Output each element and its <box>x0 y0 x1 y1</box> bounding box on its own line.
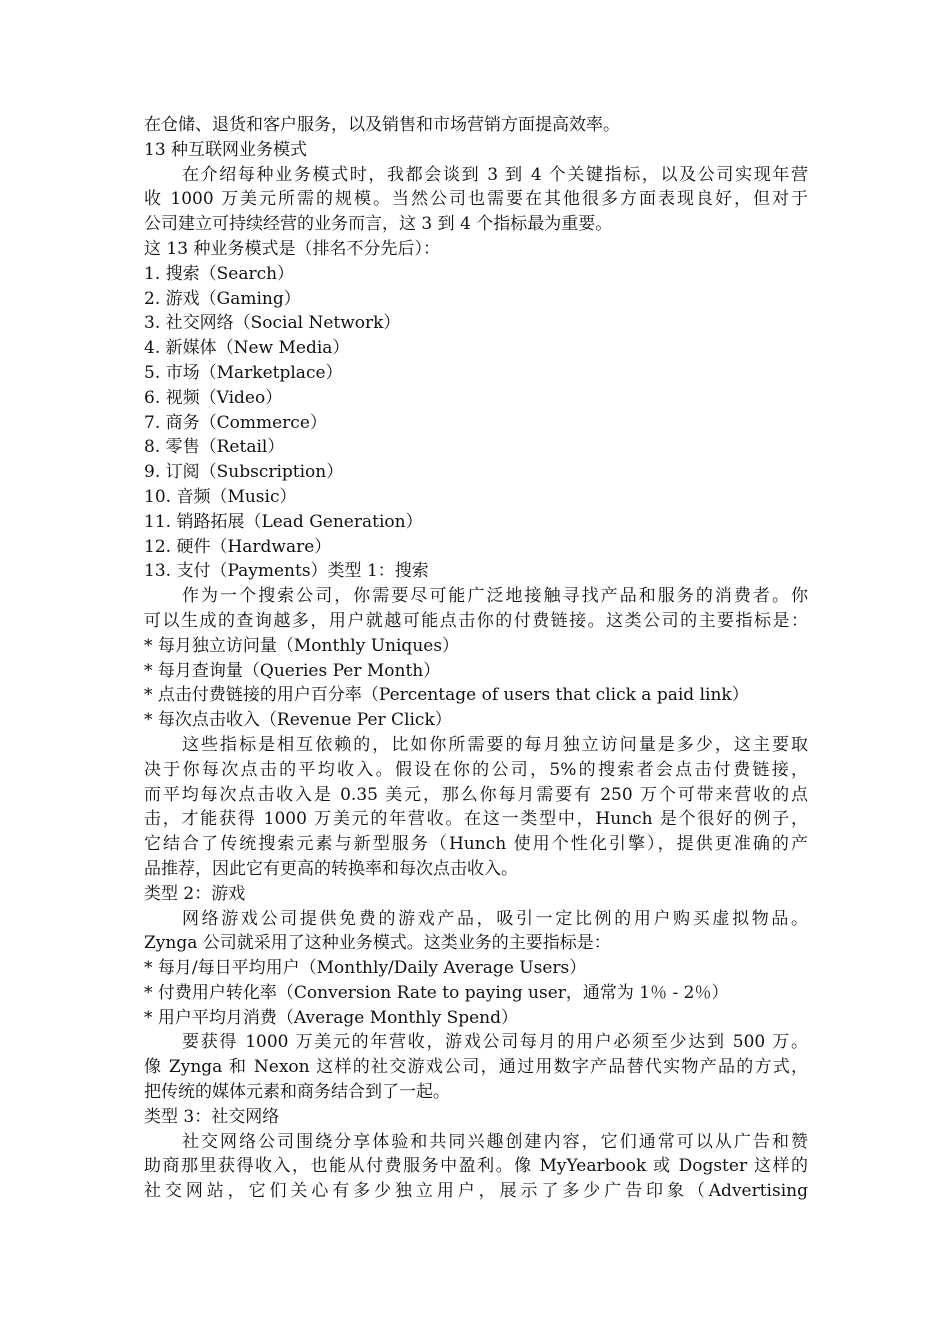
text-line: 要获得 1000 万美元的年营收，游戏公司每月的用户必须至少达到 500 万。 <box>182 1032 808 1053</box>
bullet-item: * 每月查询量（Queries Per Month） <box>144 660 441 681</box>
list-item-gaming: 2. 游戏（Gaming） <box>144 288 301 309</box>
text-line: 决于你每次点击的平均收入。假设在你的公司，5%的搜索者会点击付费链接， <box>144 759 808 780</box>
bullet-item: * 点击付费链接的用户百分率（Percentage of users that click a paid link） <box>144 685 749 706</box>
text-line: 而平均每次点击收入是 0.35 美元，那么你每月需要有 250 万个可带来营收的点 <box>144 784 808 805</box>
section-heading: 13 种互联网业务模式 <box>144 139 308 160</box>
bullet-item: * 付费用户转化率（Conversion Rate to paying user，通常为 1％ - 2％） <box>144 982 729 1003</box>
text-line: 品推荐，因此它有更高的转换率和每次点击收入。 <box>144 858 518 879</box>
text-line: Zynga 公司就采用了这种业务模式。这类业务的主要指标是： <box>144 933 611 954</box>
text-line: 网络游戏公司提供免费的游戏产品，吸引一定比例的用户购买虚拟物品。 <box>182 908 808 929</box>
text-line: 公司建立可持续经营的业务而言，这 3 到 4 个指标最为重要。 <box>144 214 613 235</box>
list-item-hardware: 12. 硬件（Hardware） <box>144 536 332 557</box>
text-line: 可以生成的查询越多，用户就越可能点击你的付费链接。这类公司的主要指标是： <box>144 610 808 631</box>
list-item-payments: 13. 支付（Payments）类型 1：搜索 <box>144 561 429 582</box>
section-heading: 类型 3：社交网络 <box>144 1106 280 1127</box>
bullet-item: * 每月独立访问量（Monthly Uniques） <box>144 635 460 656</box>
bullet-item: * 每次点击收入（Revenue Per Click） <box>144 710 452 731</box>
text-line: 击，才能获得 1000 万美元的年营收。在这一类型中，Hunch 是个很好的例子， <box>144 809 808 830</box>
text-line: 它结合了传统搜索元素与新型服务（Hunch 使用个性化引擎），提供更准确的产 <box>144 834 808 855</box>
list-item-search: 1. 搜索（Search） <box>144 263 295 284</box>
list-item-retail: 8. 零售（Retail） <box>144 437 285 458</box>
bullet-item: * 用户平均月消费（Average Monthly Spend） <box>144 1007 518 1028</box>
text-line: 这些指标是相互依赖的，比如你所需要的每月独立访问量是多少，这主要取 <box>182 734 808 755</box>
list-item-new-media: 4. 新媒体（New Media） <box>144 338 350 359</box>
bullet-item: * 每月/每日平均用户（Monthly/Daily Average Users） <box>144 958 587 979</box>
list-item-marketplace: 5. 市场（Marketplace） <box>144 362 343 383</box>
text-line: 社交网络公司围绕分享体验和共同兴趣创建内容，它们通常可以从广告和赞 <box>182 1131 808 1152</box>
list-item-music: 10. 音频（Music） <box>144 486 297 507</box>
document-page <box>144 113 808 1204</box>
text-line: 像 Zynga 和 Nexon 这样的社交游戏公司，通过用数字产品替代实物产品的方式， <box>144 1057 808 1078</box>
text-line: 作为一个搜索公司，你需要尽可能广泛地接触寻找产品和服务的消费者。你 <box>182 586 808 607</box>
text-line: 助商那里获得收入，也能从付费服务中盈利。像 MyYearbook 或 Dogster 这样的 <box>144 1156 808 1177</box>
list-item-video: 6. 视频（Video） <box>144 387 283 408</box>
text-line: 收 1000 万美元所需的规模。当然公司也需要在其他很多方面表现良好，但对于 <box>144 189 808 210</box>
text-line: 在介绍每种业务模式时，我都会谈到 3 到 4 个关键指标，以及公司实现年营 <box>182 164 808 185</box>
list-item-lead-generation: 11. 销路拓展（Lead Generation） <box>144 511 423 532</box>
section-heading: 类型 2：游戏 <box>144 883 246 904</box>
text-line: 把传统的媒体元素和商务结合到了一起。 <box>144 1082 450 1103</box>
list-item-social-network: 3. 社交网络（Social Network） <box>144 313 401 334</box>
text-line: 在仓储、退货和客户服务，以及销售和市场营销方面提高效率。 <box>144 115 620 135</box>
list-item-commerce: 7. 商务（Commerce） <box>144 412 327 433</box>
text-line: 社交网站，它们关心有多少独立用户，展示了多少广告印象（Advertising <box>144 1181 808 1202</box>
list-item-subscription: 9. 订阅（Subscription） <box>144 462 344 483</box>
text-line: 这 13 种业务模式是（排名不分先后）： <box>144 238 440 259</box>
